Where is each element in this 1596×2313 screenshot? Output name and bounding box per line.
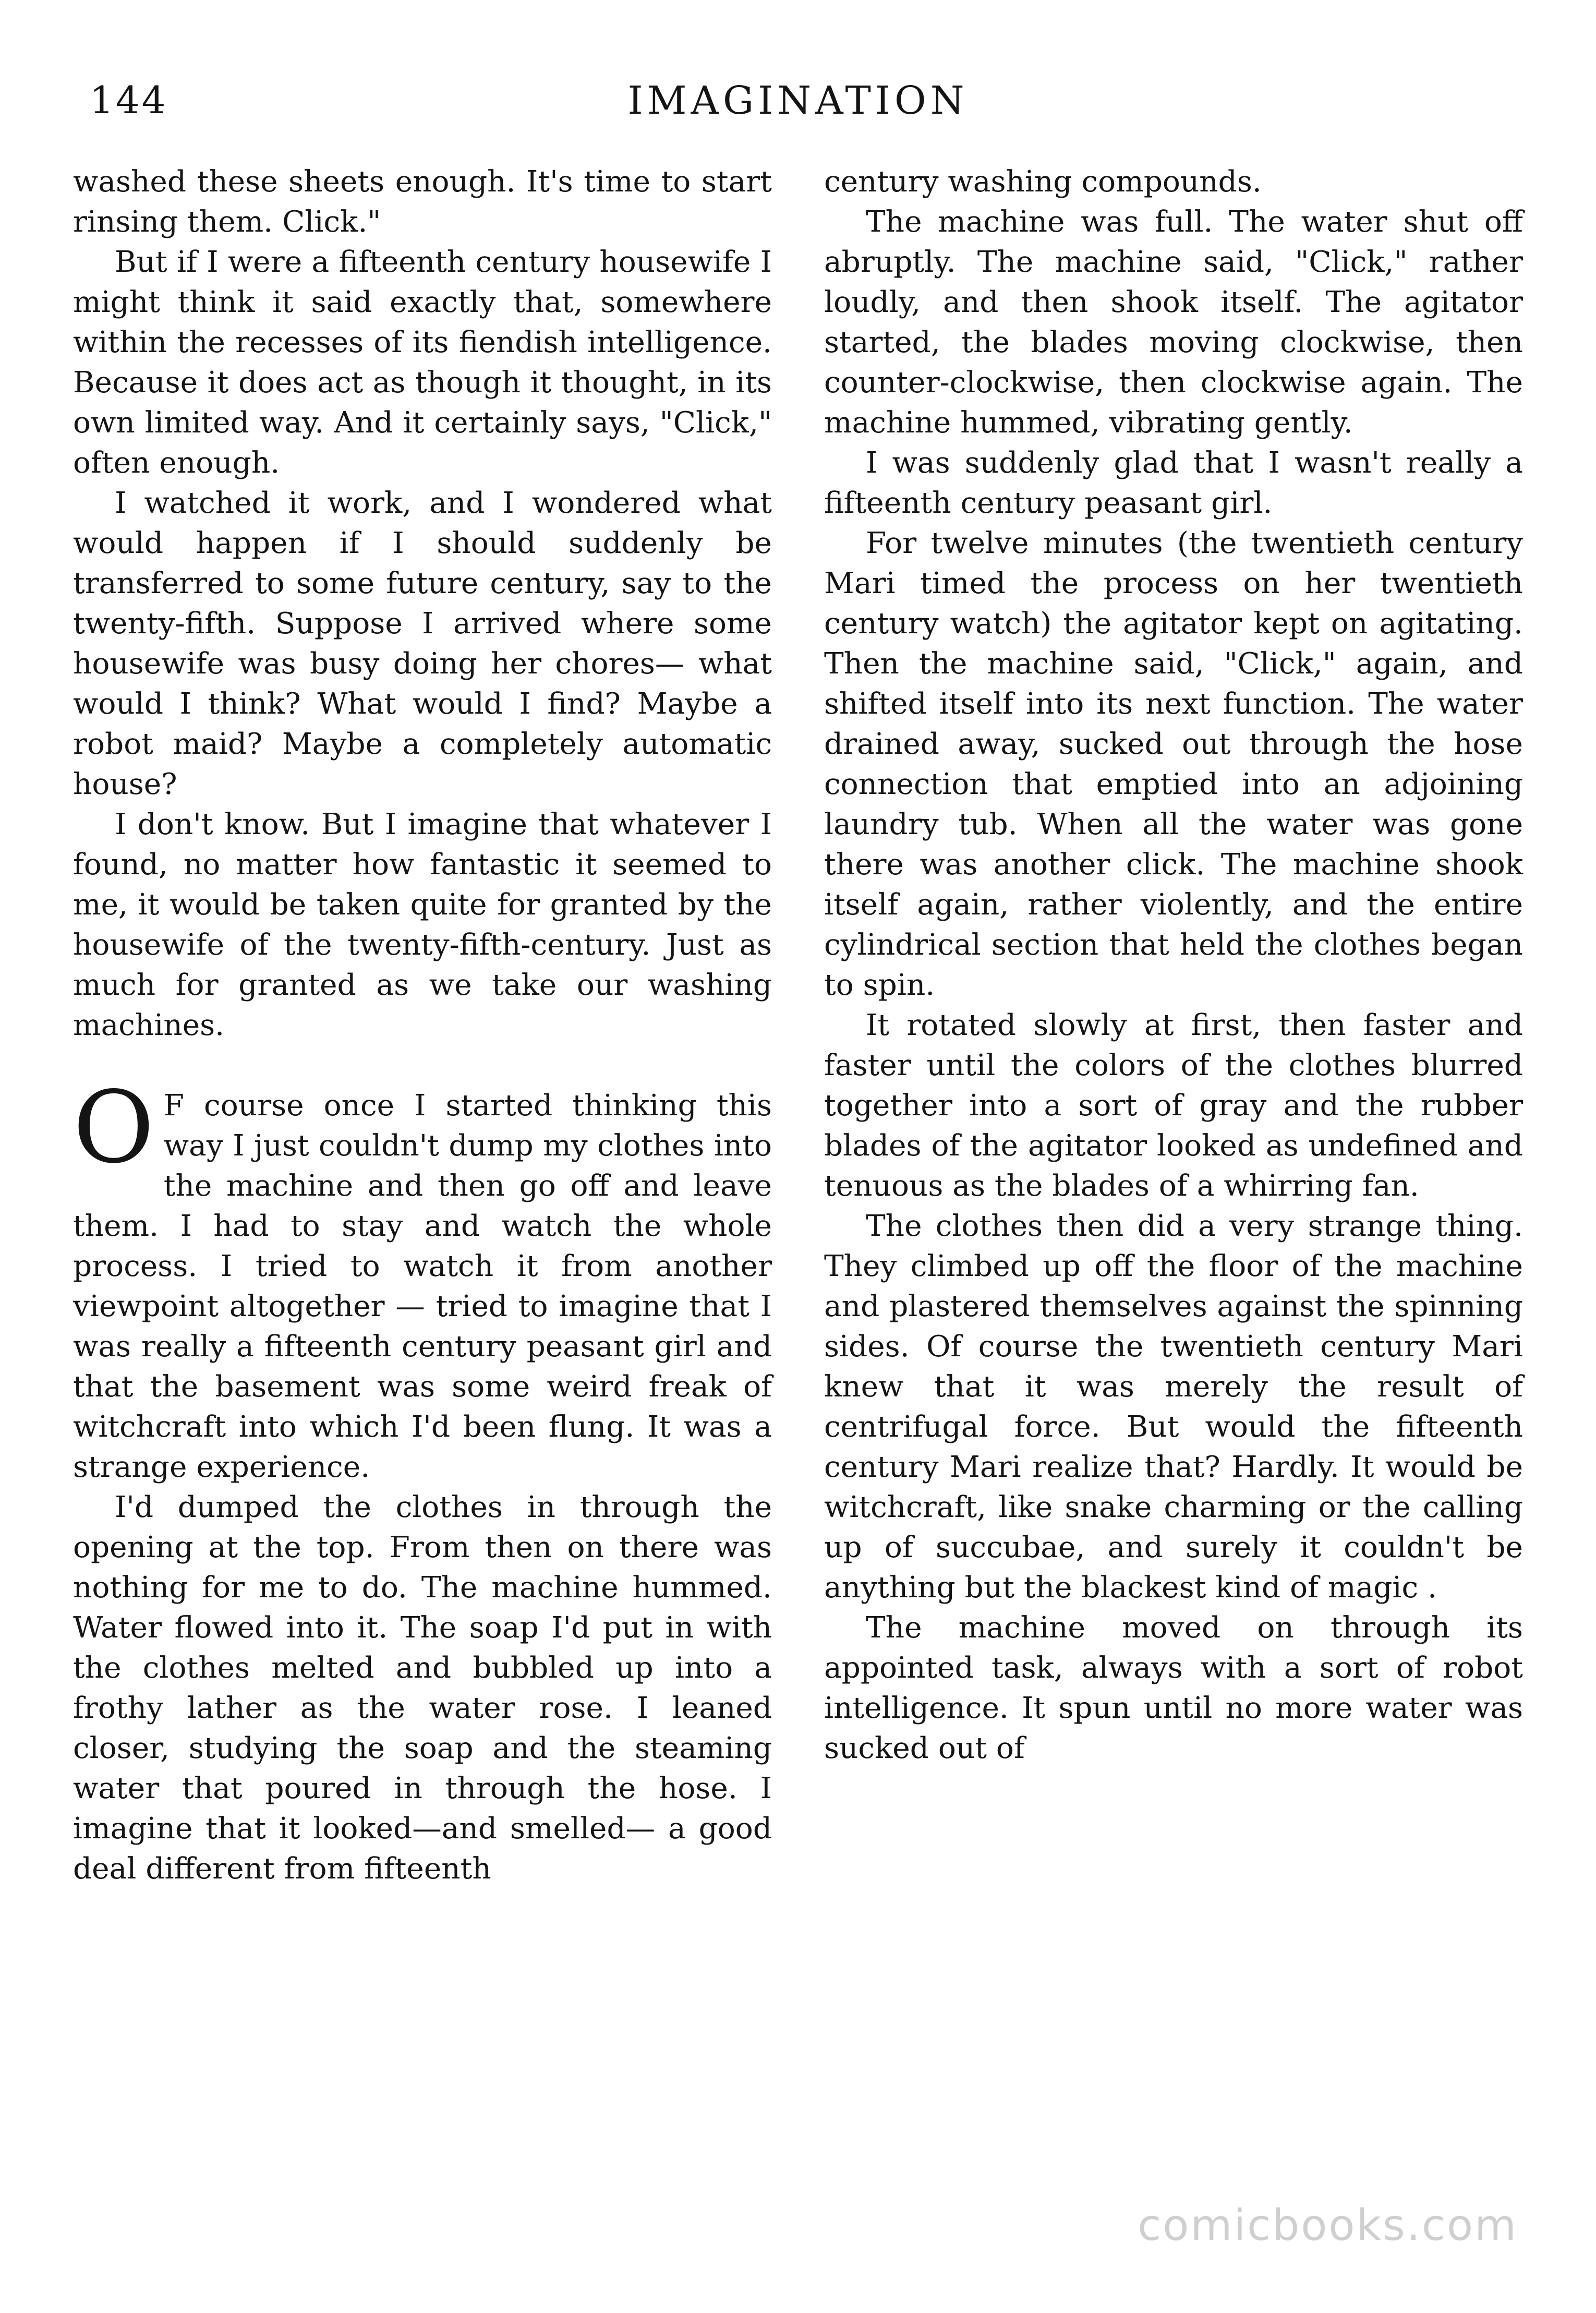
drop-cap: O: [73, 1070, 154, 1185]
right-column: [824, 162, 1523, 1768]
section-paragraph-text: F course once I started thinking this way I just couldn't dump my clothes into the machine and then go off and leave them. I had to stay and watch the whole process. I tried to watch it from another viewpoint altogether — tried to imagine that I was really a fifteenth century peasant girl and that the basement was some weird freak of witchcraft into which I'd been flung. It was a strange experience.: [73, 1089, 772, 1484]
running-title: IMAGINATION: [627, 78, 969, 123]
paragraph: washed these sheets enough. It's time to start rinsing them. Click.": [73, 165, 772, 239]
paragraph: I watched it work, and I wondered what would happen if I should suddenly be transferred to some future century, say to the twenty-fifth. Suppose I arrived where some housewife was busy doing her chores— what would I think? What would I find? Maybe a robot maid? Maybe a completely automatic house?: [73, 486, 772, 801]
section-paragraph: [73, 1070, 772, 1487]
paragraph: But if I were a fifteenth century housewife I might think it said exactly that, somewhere within the recesses of its fiendish intelligence. Because it does act as though it thought, in its own limited way. And it certainly says, "Click," often enough.: [73, 245, 772, 480]
paragraph: For twelve minutes (the twentieth century Mari timed the process on her twentieth century watch) the agitator kept on agitating. Then the machine said, "Click," again, and shifted itself into its next function. The water drained away, sucked out through the hose connection that emptied into an adjoining laundry tub. When all the water was gone there was another click. The machine shook itself again, rather violently, and the entire cylindrical section that held the clothes began to spin.: [824, 526, 1523, 1002]
paragraph: The machine was full. The water shut off abruptly. The machine said, "Click," rather loudly, and then shook itself. The agitator started, the blades moving clockwise, then counter-clockwise, then clockwise again. The machine hummed, vibrating gently.: [824, 205, 1523, 440]
left-column: [73, 162, 772, 1889]
paragraph: I'd dumped the clothes in through the opening at the top. From then on there was nothing for me to do. The machine hummed. Water flowed into it. The soap I'd put in with the clothes melted and bubbled up into a frothy lather as the water rose. I leaned closer, studying the soap and the steaming water that poured in through the hose. I imagine that it looked—and smelled— a good deal different from fifteenth: [73, 1490, 772, 1886]
paragraph: century washing compounds.: [824, 165, 1262, 199]
watermark: comicbooks.com: [1138, 2201, 1518, 2250]
paragraph: The machine moved on through its appointed task, always with a sort of robot intelligence. It spun until no more water was sucked out of: [824, 1611, 1523, 1765]
paragraph: The clothes then did a very strange thing. They climbed up off the floor of the machine and plastered themselves against the spinning sides. Of course the twentieth century Mari knew that it was merely the result of centrifugal force. But would the fifteenth century Mari realize that? Hardly. It would be witchcraft, like snake charming or the calling up of succubae, and surely it couldn't be anything but the blackest kind of magic .: [824, 1209, 1523, 1605]
page-number: 144: [90, 78, 168, 122]
paragraph: I don't know. But I imagine that whatever I found, no matter how fantastic it seemed to me, it would be taken quite for granted by the housewife of the twenty-fifth-century. Just as much for granted as we take our washing machines.: [73, 808, 772, 1042]
paragraph: I was suddenly glad that I wasn't really a fifteenth century peasant girl.: [824, 446, 1523, 520]
paragraph: It rotated slowly at first, then faster and faster until the colors of the clothes blurred together into a sort of gray and the rubber blades of the agitator looked as undefined and tenuous as the blades of a whirring fan.: [824, 1008, 1523, 1203]
